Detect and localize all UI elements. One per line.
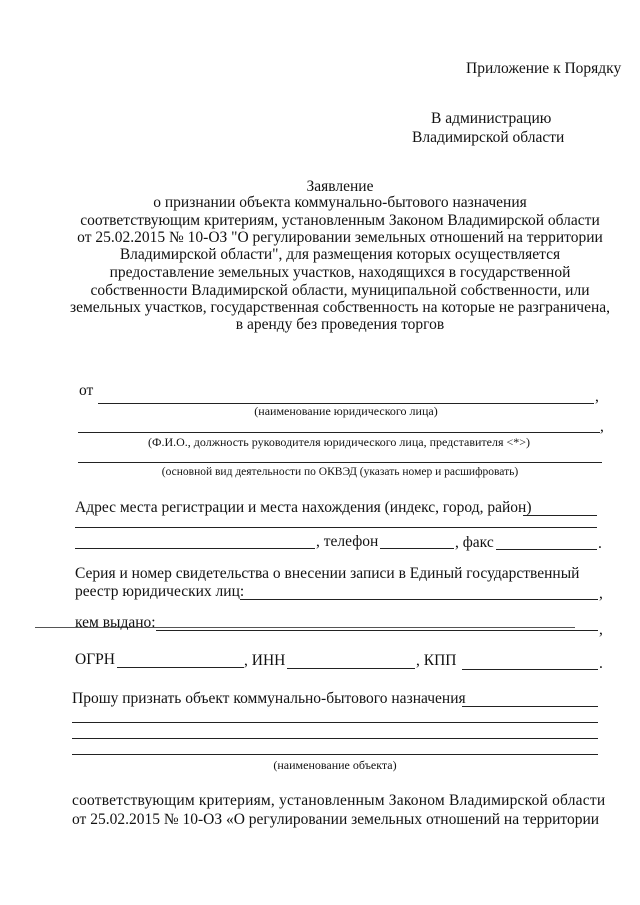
certificate-field[interactable] [240,599,598,600]
fax-label: , факс [455,534,494,551]
object-field-part4[interactable] [72,754,598,755]
certificate-line-2: реестр юридических лиц: [75,583,245,600]
ogrn-field[interactable] [117,667,244,668]
addressee-line-1: В администрацию [431,110,552,127]
footer-line-1: соответствующим критериям, установленным Законом Владимирской области [72,792,606,809]
comma: , [600,418,604,435]
fax-field[interactable] [496,549,597,550]
head-name-field[interactable] [78,432,600,433]
object-caption: (наименование объекта) [273,758,397,772]
title-line-2: соответствующим критериям, установленным Законом Владимирской области [80,212,600,229]
issued-by-field[interactable] [156,630,598,631]
ogrn-label: ОГРН [75,651,115,668]
kpp-label: , КПП [416,652,457,669]
address-field-part3[interactable] [75,548,315,549]
request-label: Прошу признать объект коммунально-бытового назначения [72,690,466,707]
title-line-8: в аренду без проведения торгов [235,316,445,333]
certificate-line-1: Серия и номер свидетельства о внесении записи в Единый государственный [75,565,580,582]
appendix-label: Приложение к Порядку [466,60,622,77]
object-field-part3[interactable] [72,738,598,739]
address-field-part2[interactable] [75,527,597,528]
period: . [598,535,602,552]
period: . [599,655,603,672]
object-field-part1[interactable] [462,706,598,707]
comma: , [599,621,603,638]
kpp-field[interactable] [462,669,598,670]
title-line-5: предоставление земельных участков, находящихся в государственной [109,264,571,281]
title-line-7: земельных участков, государственная собственность на которые не разграничена, [69,299,611,316]
from-label: от [79,382,94,399]
title-line-4: Владимирской области", для размещения которых осуществляется [119,246,561,263]
okved-field[interactable] [78,462,602,463]
comma: , [599,585,603,602]
document-title: Заявление [306,178,374,195]
inn-field[interactable] [287,668,415,669]
phone-field[interactable] [380,548,454,549]
footer-line-2: от 25.02.2015 № 10-ОЗ «О регулировании земельных отношений на территории [72,811,600,828]
title-line-6: собственности Владимирской области, муниципальной собственности, или [90,282,590,299]
addressee-line-2: Владимирской области [412,129,565,146]
address-label: Адрес места регистрации и места нахождения (индекс, город, район) [75,499,532,516]
phone-label: , телефон [316,533,379,550]
inn-label: , ИНН [244,652,286,669]
head-name-caption: (Ф.И.О., должность руководителя юридического лица, представителя <*>) [147,435,531,449]
object-field-part2[interactable] [72,722,598,723]
title-line-3: от 25.02.2015 № 10-ОЗ "О регулировании земельных отношений на территории [77,229,603,246]
legal-entity-caption: (наименование юридического лица) [254,404,438,418]
issued-by-label: кем выдано: [75,614,156,631]
address-field-part1[interactable] [523,515,597,516]
title-line-1: о признании объекта коммунально-бытового назначения [153,194,527,211]
okved-caption: (основной вид деятельности по ОКВЭД (указать номер и расшифровать) [161,466,519,478]
comma: , [595,388,599,405]
